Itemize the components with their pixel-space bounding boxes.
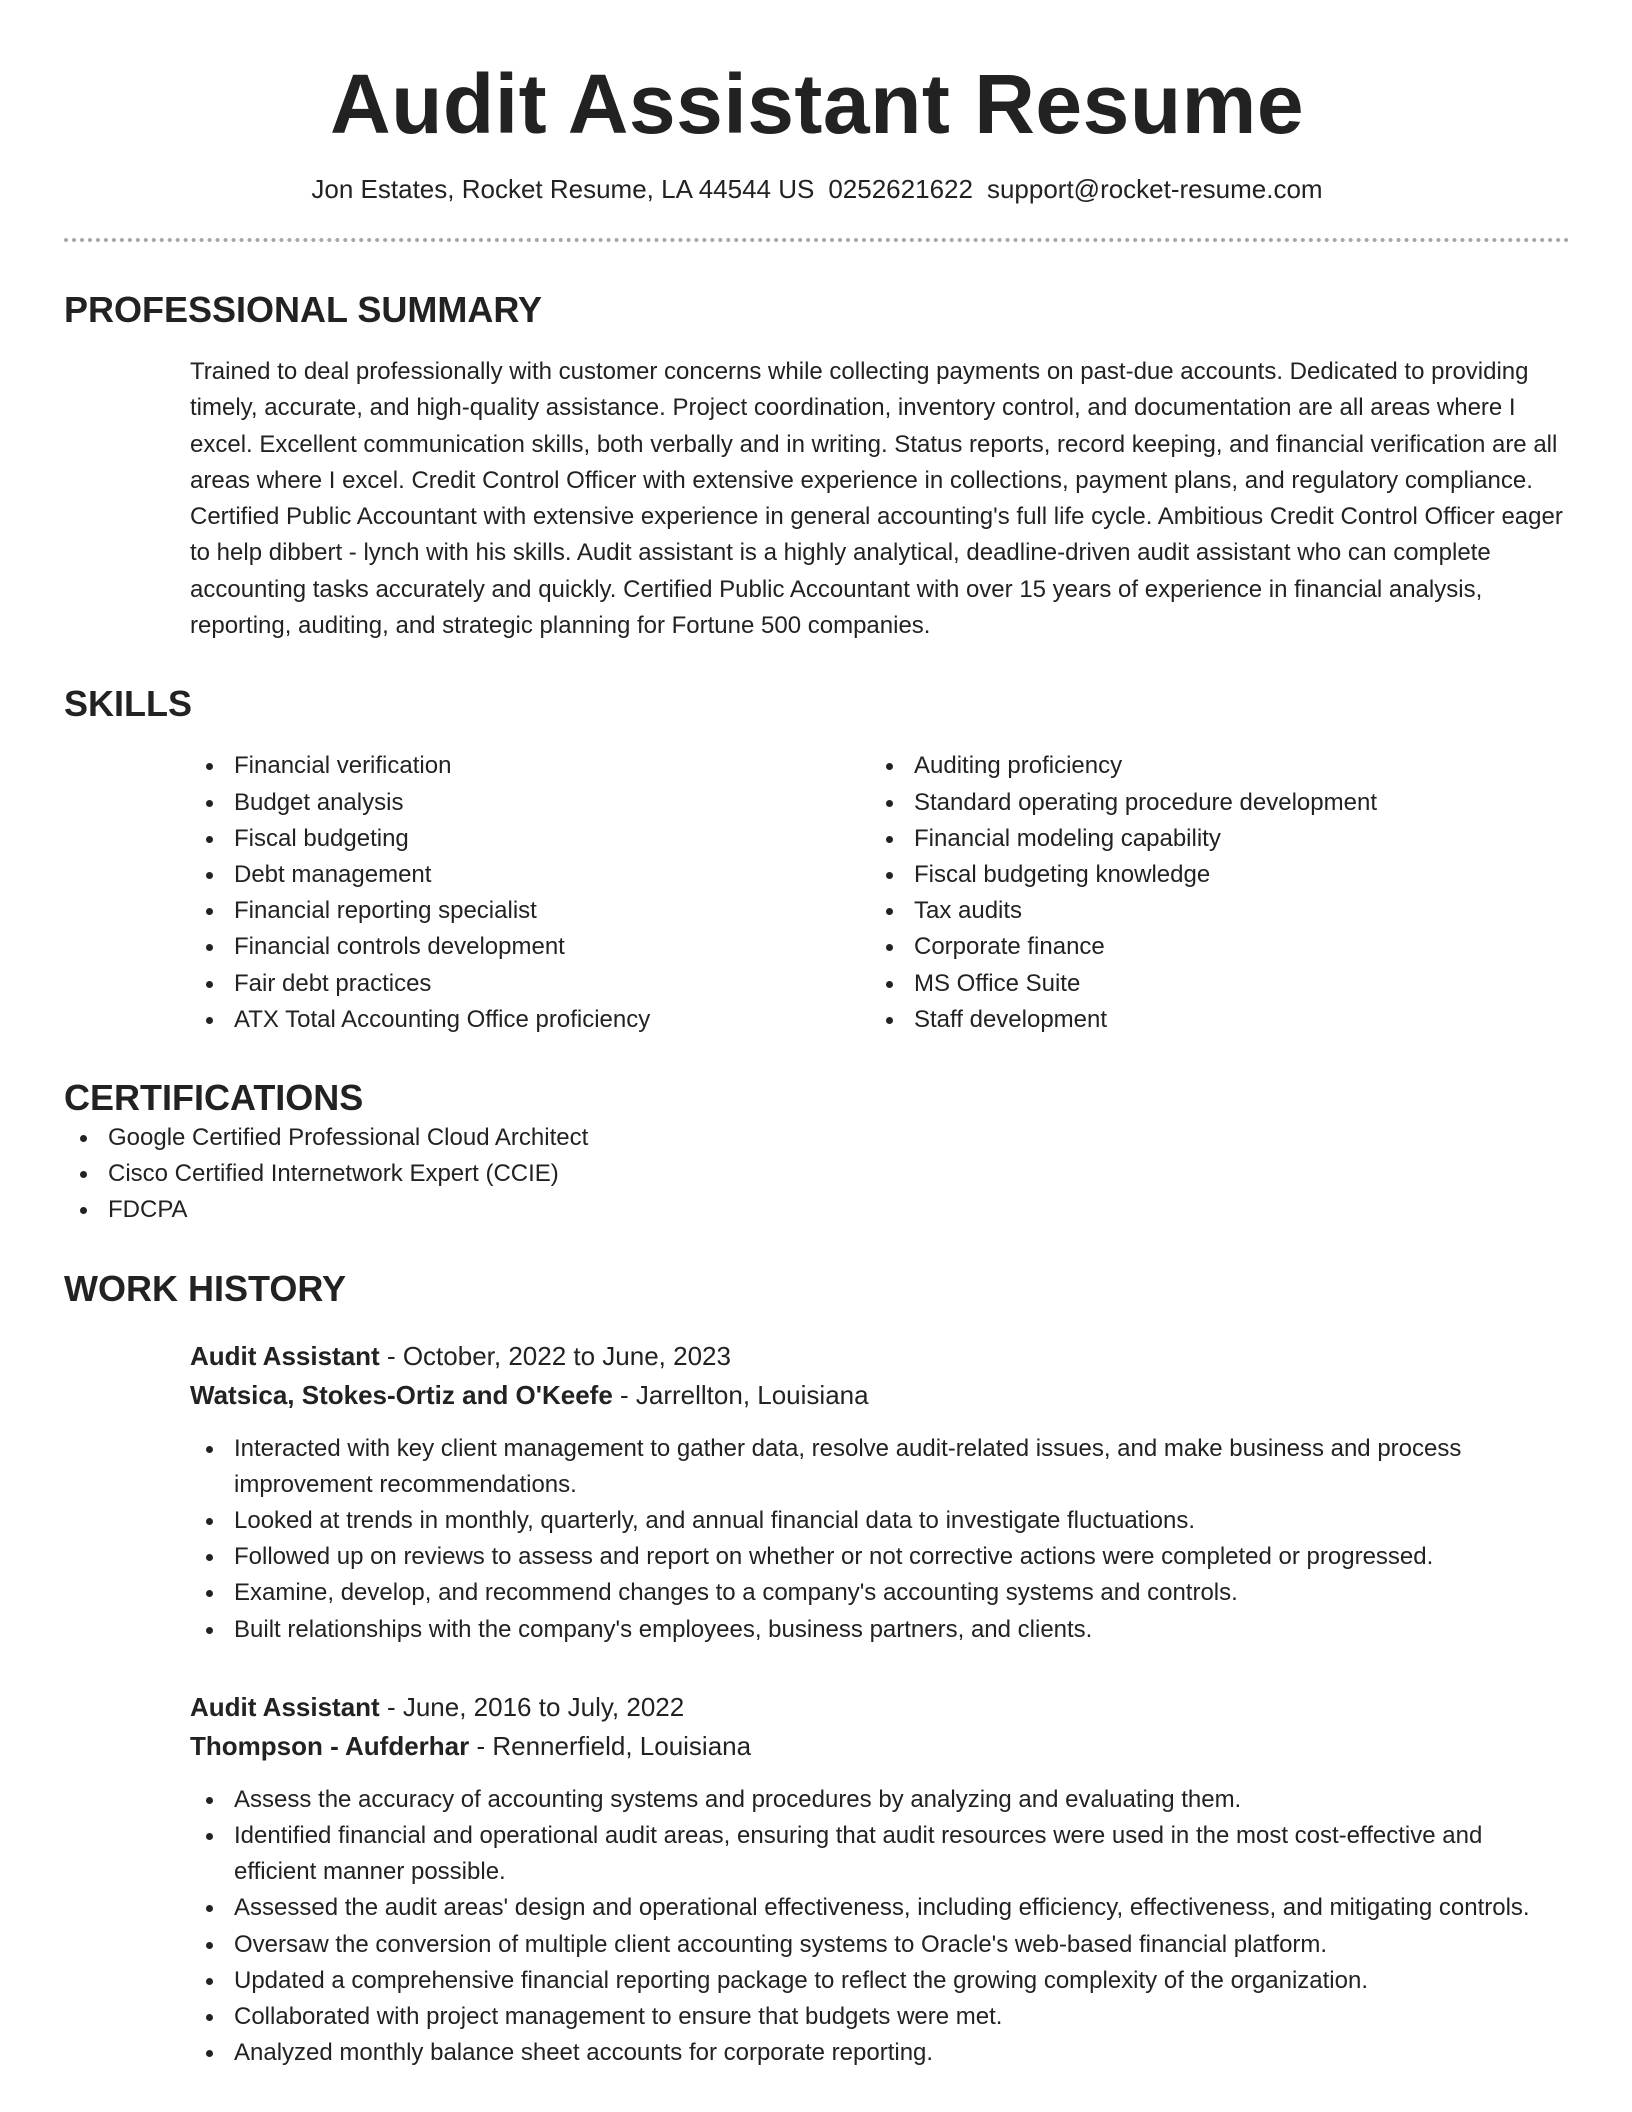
list-item: Cisco Certified Internetwork Expert (CCIE) — [64, 1156, 1570, 1192]
list-item: Updated a comprehensive financial reporting package to reflect the growing complexity of the organization. — [190, 1963, 1570, 1999]
summary-heading: PROFESSIONAL SUMMARY — [64, 289, 543, 330]
list-item: Followed up on reviews to assess and report on whether or not corrective actions were completed or progressed. — [190, 1539, 1570, 1575]
list-item: Oversaw the conversion of multiple client accounting systems to Oracle's web-based financial platform. — [190, 1927, 1570, 1963]
job-company-line — [190, 1376, 1570, 1415]
job-bullets — [190, 1431, 1570, 1648]
summary-text: Trained to deal professionally with customer concerns while collecting payments on past-due accounts. Dedicated to providing timely, accurate, and high-quality assistance. Project coordination, inventory control, and documentation are all areas where I excel. Excellent communication skills, both verbally and in writing. Status reports, record keeping, and financial verification are all areas where I excel. Credit Control Officer with extensive experience in collections, payment plans, and regulatory compliance. Certified Public Accountant with extensive experience in general accounting's full life cycle. Ambitious Credit Control Officer eager to help dibbert - lynch with his skills. Audit assistant is a highly analytical, deadline-driven audit assistant who can complete accounting tasks accurately and quickly. Certified Public Accountant with over 15 years of experience in financial analysis, reporting, auditing, and strategic planning for Fortune 500 companies. — [190, 358, 1563, 640]
list-item: Identified financial and operational audit areas, ensuring that audit resources were used in the most cost-effective and efficient manner possible. — [190, 1818, 1570, 1890]
job-entry — [190, 1688, 1570, 2072]
summary-section — [64, 288, 1570, 644]
list-item: Auditing proficiency — [870, 748, 1550, 784]
list-item: Fiscal budgeting — [190, 821, 870, 857]
list-item: Staff development — [870, 1002, 1550, 1038]
list-item: Financial controls development — [190, 929, 870, 965]
list-item: Assess the accuracy of accounting systems and procedures by analyzing and evaluating them. — [190, 1782, 1570, 1818]
job-dates: - June, 2016 to July, 2022 — [379, 1691, 685, 1722]
list-item: ATX Total Accounting Office proficiency — [190, 1002, 870, 1038]
job-title-line — [190, 1688, 1570, 1727]
skills-left-list — [190, 748, 870, 1038]
job-entry — [190, 1337, 1570, 1648]
certifications-section — [64, 1076, 1570, 1229]
list-item: Financial verification — [190, 748, 870, 784]
list-item: Financial modeling capability — [870, 821, 1550, 857]
work-history-heading: WORK HISTORY — [64, 1267, 347, 1309]
list-item: FDCPA — [64, 1192, 1570, 1228]
list-item: Debt management — [190, 857, 870, 893]
skills-section — [64, 682, 1570, 1038]
list-item: Collaborated with project management to ensure that budgets were met. — [190, 1999, 1570, 2035]
list-item: Corporate finance — [870, 929, 1550, 965]
work-history-section — [64, 1267, 1570, 2072]
skills-heading: SKILLS — [64, 683, 193, 725]
skills-grid — [190, 748, 1570, 1038]
resume-title: Audit Assistant Resume — [329, 57, 1305, 151]
list-item: Fair debt practices — [190, 966, 870, 1002]
job-company: Watsica, Stokes-Ortiz and O'Keefe — [190, 1379, 613, 1410]
list-item: Interacted with key client management to gather data, resolve audit-related issues, and make business and process improvement recommendations. — [190, 1431, 1570, 1503]
job-title: Audit Assistant — [190, 1691, 380, 1722]
job-title: Audit Assistant — [190, 1340, 380, 1371]
list-item: Built relationships with the company's employees, business partners, and clients. — [190, 1612, 1570, 1648]
contact-address: Jon Estates, Rocket Resume, LA 44544 US — [311, 174, 815, 204]
contact-line — [64, 172, 1570, 206]
list-item: MS Office Suite — [870, 966, 1550, 1002]
list-item: Financial reporting specialist — [190, 893, 870, 929]
job-company-line — [190, 1727, 1570, 1766]
list-item: Looked at trends in monthly, quarterly, and annual financial data to investigate fluctuations. — [190, 1503, 1570, 1539]
list-item: Assessed the audit areas' design and operational effectiveness, including efficiency, effectiveness, and mitigating controls. — [190, 1890, 1570, 1926]
list-item: Analyzed monthly balance sheet accounts for corporate reporting. — [190, 2035, 1570, 2071]
list-item: Fiscal budgeting knowledge — [870, 857, 1550, 893]
list-item: Google Certified Professional Cloud Architect — [64, 1120, 1570, 1156]
skills-right-list — [870, 748, 1550, 1038]
certifications-list — [64, 1120, 1570, 1229]
contact-email: support@rocket-resume.com — [986, 174, 1323, 204]
list-item: Standard operating procedure development — [870, 785, 1550, 821]
header-divider — [64, 238, 1570, 242]
job-location: - Jarrellton, Louisiana — [612, 1379, 869, 1410]
list-item: Examine, develop, and recommend changes to a company's accounting systems and controls. — [190, 1575, 1570, 1611]
certifications-heading: CERTIFICATIONS — [64, 1077, 364, 1118]
job-company: Thompson - Aufderhar — [190, 1730, 470, 1761]
job-title-line — [190, 1337, 1570, 1376]
list-item: Budget analysis — [190, 785, 870, 821]
job-dates: - October, 2022 to June, 2023 — [379, 1340, 731, 1371]
resume-page — [64, 0, 1570, 2071]
list-item: Tax audits — [870, 893, 1550, 929]
job-location: - Rennerfield, Louisiana — [469, 1730, 752, 1761]
contact-phone: 0252621622 — [828, 174, 973, 204]
job-bullets — [190, 1782, 1570, 2072]
